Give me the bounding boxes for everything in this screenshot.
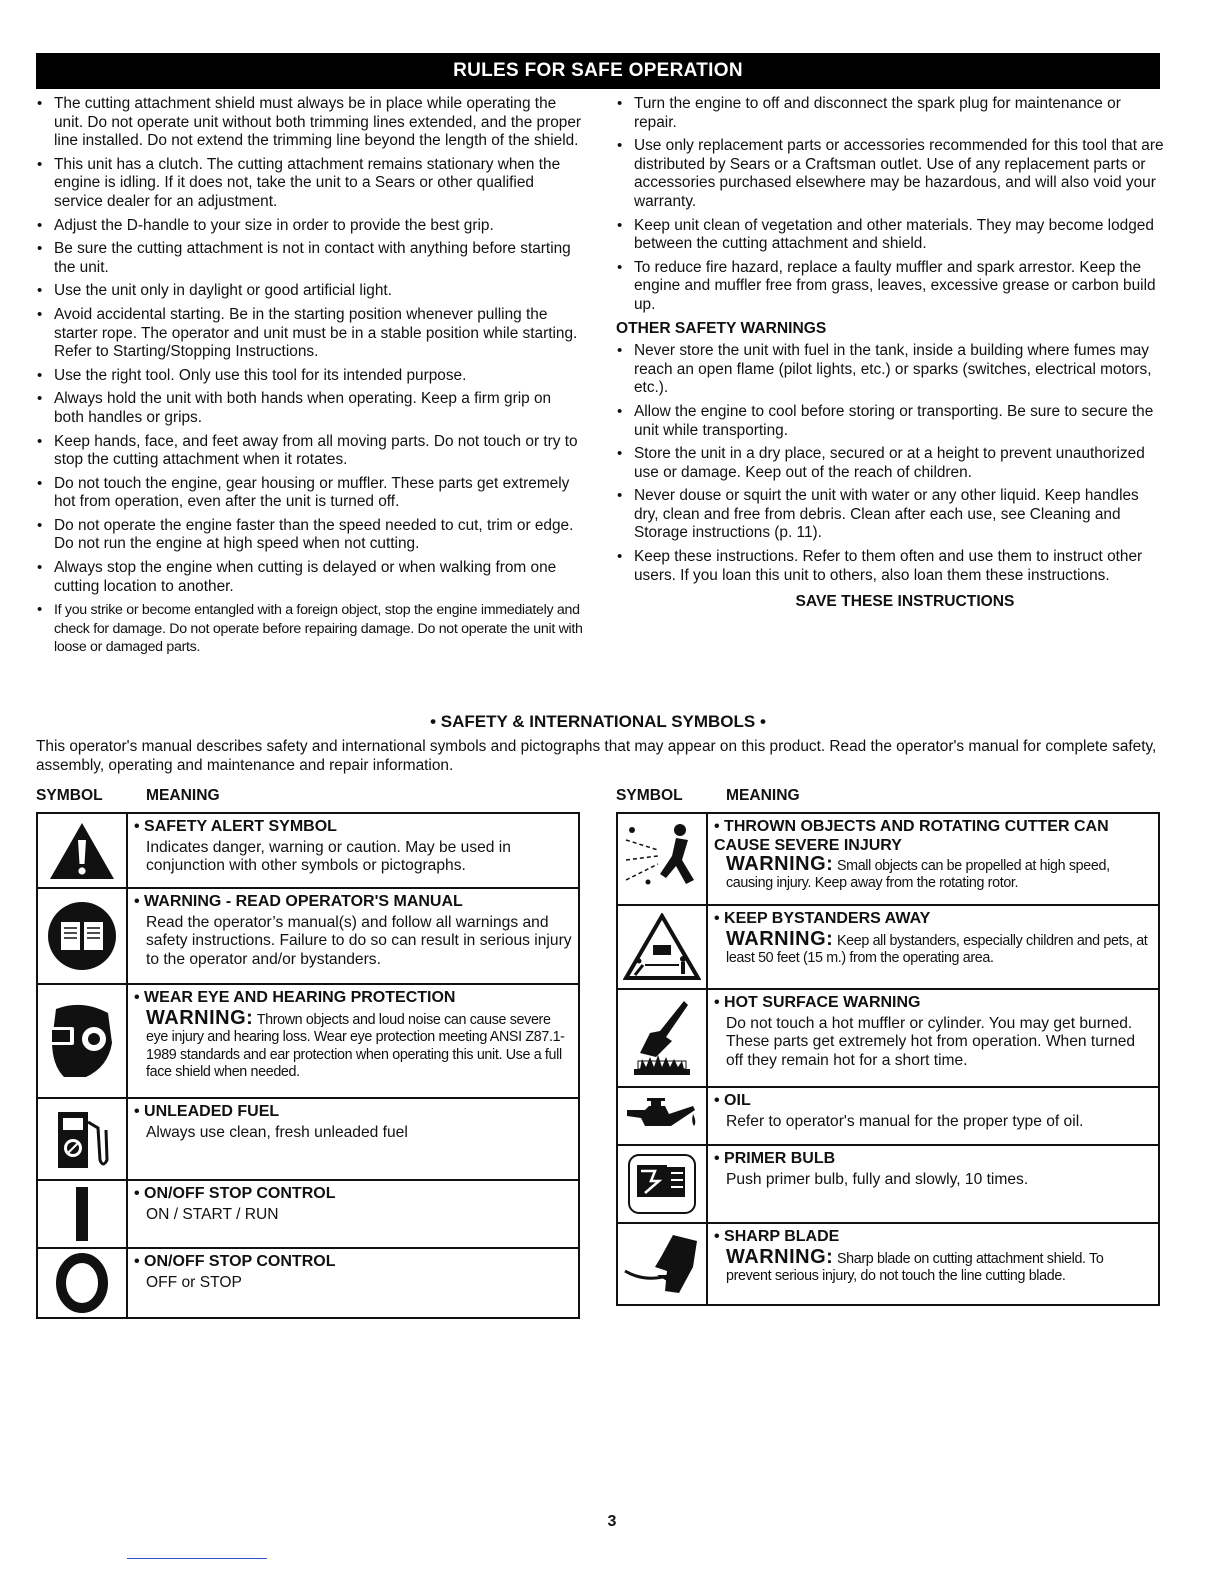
list-item: • Never store the unit with fuel in the tank, inside a building where fumes may reach an open flame (pilot lights, etc.) or sparks (switches, electrical motors, etc.).: [616, 342, 1164, 398]
table-row: [618, 814, 1158, 906]
list-item: • Keep these instructions. Refer to them often and use them to instruct other users. If you loan this unit to others, also loan them these instructions.: [616, 548, 1164, 585]
warning-text: Sharp blade on cutting attachment shield. To prevent serious injury, do not touch the line cutting blade.: [726, 1251, 1104, 1285]
symbol-description: Indicates danger, warning or caution. May be used in conjunction with other symbols or pictographs.: [146, 839, 511, 875]
right-rules-list: [616, 95, 1164, 315]
table-row: [38, 985, 578, 1099]
warning-label: WARNING:: [726, 853, 834, 875]
symbol-title: • HOT SURFACE WARNING: [714, 993, 1152, 1012]
table-row: [618, 1146, 1158, 1224]
list-item: • Keep unit clean of vegetation and other materials. They may become lodged between the cutting attachment and shield.: [616, 217, 1164, 254]
symbol-meaning: [128, 1099, 578, 1179]
right-symbol-table: [616, 812, 1160, 1306]
symbol-description: Always use clean, fresh unleaded fuel: [146, 1124, 408, 1141]
symbol-description: Do not touch a hot muffler or cylinder. You may get burned. These parts get extremely hot from operation. When turned off they remain hot for a short time.: [726, 1015, 1136, 1069]
list-item: • Avoid accidental starting. Be in the starting position whenever pulling the starter rope. The operator and unit must be in a stable position while starting. Refer to Starting/Stopping Instructions.: [36, 306, 584, 362]
warning-text: Thrown objects and loud noise can cause severe eye injury and hearing loss. Wear eye protection meeting ANSI Z87.1-1989 standards and ear protection when operating this unit. Use a full face shield when needed.: [146, 1012, 565, 1081]
save-instructions-heading: SAVE THESE INSTRUCTIONS: [795, 593, 1015, 611]
footer-rule: [127, 1558, 267, 1559]
symbol-description: [714, 928, 1152, 968]
rules-right-column: [616, 95, 1164, 612]
list-item: • Store the unit in a dry place, secured or at a height to prevent unauthorized use or damage. Keep out of the reach of children.: [616, 445, 1164, 482]
sharp-blade-icon: [618, 1224, 708, 1304]
meaning-column-header: MEANING: [146, 787, 220, 804]
list-item: • If you strike or become entangled with a foreign object, stop the engine immediately and check for damage. Do not operate before repairing damage. Do not operate the unit with loose or damaged parts.: [36, 601, 584, 656]
symbol-meaning: [128, 1249, 578, 1317]
symbol-meaning: [128, 814, 578, 887]
table-row: [618, 1224, 1158, 1306]
symbol-column-header: SYMBOL: [616, 787, 683, 804]
symbol-description: OFF or STOP: [146, 1274, 242, 1291]
rules-left-column: [36, 95, 584, 661]
list-item: • Always hold the unit with both hands when operating. Keep a firm grip on both handles or grips.: [36, 390, 584, 427]
on-switch-icon: [38, 1181, 128, 1247]
eye-ear-protection-icon: [38, 985, 128, 1097]
list-item: • Always stop the engine when cutting is delayed or when walking from one cutting location to another.: [36, 559, 584, 596]
thrown-objects-icon: [618, 814, 708, 904]
hot-surface-icon: [618, 990, 708, 1086]
list-item: • Turn the engine to off and disconnect the spark plug for maintenance or repair.: [616, 95, 1164, 132]
symbol-meaning: [708, 1146, 1158, 1222]
other-warnings-heading: OTHER SAFETY WARNINGS: [616, 319, 827, 337]
symbol-description: [134, 1007, 572, 1082]
table-row: [618, 990, 1158, 1088]
list-item: • The cutting attachment shield must always be in place while operating the unit. Do not operate unit without both trimming lines extended, and the proper line installed. Do not extend the trimming line beyond the length of the shield.: [36, 95, 584, 151]
list-item: • Use only replacement parts or accessories recommended for this tool that are distributed by Sears or a Craftsman outlet. Use of any replacement parts or accessories purchased elsewhere may be hazardous, and will also void your warranty.: [616, 137, 1164, 211]
symbol-title: • THROWN OBJECTS AND ROTATING CUTTER CAN CAUSE SEVERE INJURY: [714, 817, 1152, 855]
left-rules-list: [36, 95, 584, 656]
list-item: • To reduce fire hazard, replace a faulty muffler and spark arrestor. Keep the engine and muffler free from grass, leaves, excessive grease or carbon build up.: [616, 259, 1164, 315]
symbol-title: • WEAR EYE AND HEARING PROTECTION: [134, 988, 572, 1007]
symbol-meaning: [128, 889, 578, 983]
list-item: • Use the right tool. Only use this tool for its intended purpose.: [36, 367, 584, 386]
list-item: • Do not operate the engine faster than the speed needed to cut, trim or edge. Do not run the engine at high speed when not cutting.: [36, 517, 584, 554]
symbol-title: • WARNING - READ OPERATOR'S MANUAL: [134, 892, 572, 911]
primer-bulb-icon: [618, 1146, 708, 1222]
symbol-description: [714, 1246, 1152, 1286]
safety-alert-icon: [38, 814, 128, 887]
symbol-meaning: [708, 1088, 1158, 1144]
symbol-title: • SAFETY ALERT SYMBOL: [134, 817, 572, 836]
symbol-title: • OIL: [714, 1091, 1152, 1110]
list-item: • Never douse or squirt the unit with water or any other liquid. Keep handles dry, clean and free from debris. Clean after each use, see Cleaning and Storage instructions (p. 11).: [616, 487, 1164, 543]
symbols-section-title: • SAFETY & INTERNATIONAL SYMBOLS •: [430, 712, 766, 731]
off-switch-icon: [38, 1249, 128, 1317]
oil-can-icon: [618, 1088, 708, 1144]
table-row: [618, 1088, 1158, 1146]
table-row: [38, 814, 578, 889]
symbol-meaning: [708, 814, 1158, 904]
manual-book-icon: [38, 889, 128, 983]
symbol-meaning: [708, 906, 1158, 988]
symbol-column-header: SYMBOL: [36, 787, 103, 804]
fuel-pump-icon: [38, 1099, 128, 1179]
other-rules-list: [616, 342, 1164, 585]
symbol-description: Read the operator’s manual(s) and follow all warnings and safety instructions. Failure to do so can result in serious injury to the operator and/or bystanders.: [146, 914, 572, 968]
symbol-description: Refer to operator's manual for the proper type of oil.: [726, 1113, 1084, 1130]
table-row: [38, 1099, 578, 1181]
keep-bystanders-away-icon: [618, 906, 708, 988]
list-item: • Allow the engine to cool before storing or transporting. Be sure to secure the unit while transporting.: [616, 403, 1164, 440]
symbol-meaning: [708, 1224, 1158, 1304]
symbol-title: • UNLEADED FUEL: [134, 1102, 572, 1121]
symbol-title: • SHARP BLADE: [714, 1227, 1152, 1246]
warning-label: WARNING:: [146, 1007, 254, 1029]
list-item: • Be sure the cutting attachment is not in contact with anything before starting the unit.: [36, 240, 584, 277]
symbols-intro: This operator's manual describes safety and international symbols and pictographs that may appear on this product. Read the operator's manual for complete safety, assembly, operating and maintenance and repair information.: [36, 738, 1157, 774]
list-item: • Use the unit only in daylight or good artificial light.: [36, 282, 584, 301]
symbol-title: • KEEP BYSTANDERS AWAY: [714, 909, 1152, 928]
warning-text: Small objects can be propelled at high speed, causing injury. Keep away from the rotating rotor.: [726, 858, 1110, 892]
list-item: • Keep hands, face, and feet away from all moving parts. Do not touch or try to stop the cutting attachment when it rotates.: [36, 433, 584, 470]
table-row: [38, 1249, 578, 1319]
meaning-column-header: MEANING: [726, 787, 800, 804]
symbol-title: • PRIMER BULB: [714, 1149, 1152, 1168]
symbol-title: • ON/OFF STOP CONTROL: [134, 1252, 572, 1271]
left-symbol-table: [36, 812, 580, 1319]
symbol-description: ON / START / RUN: [146, 1206, 279, 1223]
page-number: 3: [607, 1513, 617, 1530]
section-banner: RULES FOR SAFE OPERATION: [36, 53, 1160, 89]
symbol-description: Push primer bulb, fully and slowly, 10 times.: [726, 1171, 1029, 1188]
symbol-meaning: [708, 990, 1158, 1086]
symbol-description: [714, 853, 1152, 893]
warning-label: WARNING:: [726, 1246, 834, 1268]
warning-label: WARNING:: [726, 928, 834, 950]
table-row: [618, 906, 1158, 990]
symbol-meaning: [128, 985, 578, 1097]
table-row: [38, 1181, 578, 1249]
warning-text: Keep all bystanders, especially children and pets, at least 50 feet (15 m.) from the operating area.: [726, 933, 1148, 967]
list-item: • This unit has a clutch. The cutting attachment remains stationary when the engine is idling. If it does not, take the unit to a Sears or other qualified service dealer for an adjustment.: [36, 156, 584, 212]
symbol-meaning: [128, 1181, 578, 1247]
symbol-title: • ON/OFF STOP CONTROL: [134, 1184, 572, 1203]
list-item: • Do not touch the engine, gear housing or muffler. These parts get extremely hot from operation, even after the unit is turned off.: [36, 475, 584, 512]
list-item: • Adjust the D-handle to your size in order to provide the best grip.: [36, 217, 584, 236]
table-row: [38, 889, 578, 985]
